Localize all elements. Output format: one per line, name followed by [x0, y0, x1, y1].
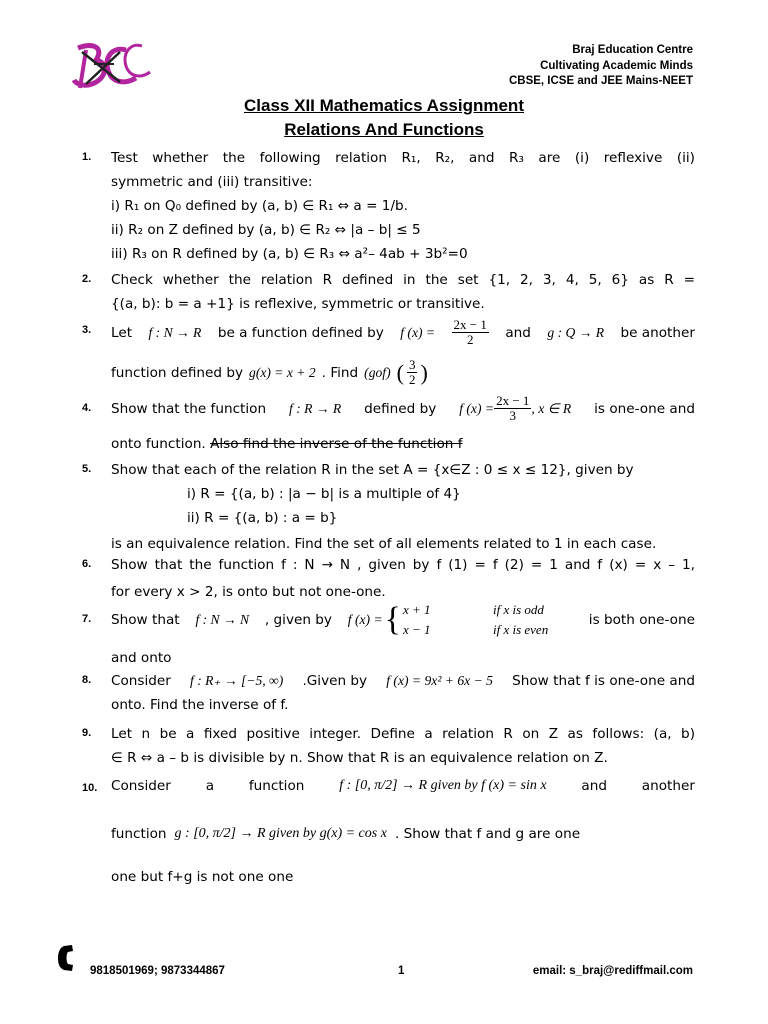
- question-text: Consider: [111, 778, 171, 794]
- page-footer: [0, 938, 768, 998]
- question-number: 3.: [82, 324, 92, 336]
- question-number: 2.: [82, 273, 92, 285]
- question-text: be another: [620, 324, 695, 341]
- footer-phones: 9818501969; 9873344867: [90, 965, 225, 977]
- struck-text: Also find the inverse of the function f: [210, 436, 463, 452]
- question-text: function: [248, 778, 305, 794]
- question-subitem: ii) R = {(a, b) : a = b}: [187, 510, 338, 526]
- page-number: 1: [398, 965, 405, 977]
- piecewise-condition: if x is even: [492, 622, 549, 637]
- question-text: , given by: [264, 612, 332, 628]
- brace-icon: {: [384, 601, 401, 638]
- piecewise-case: x + 1: [402, 602, 431, 617]
- question-text: iii) R₃ on R defined by (a, b) ∈ R₃ ⇔ a²– 4ab + 3b²=0: [111, 246, 468, 262]
- logo: [64, 38, 156, 96]
- question-text: Show that: [111, 612, 180, 628]
- question-text: Test whether the following relation R₁, R₂, and R₃ are (i) reflexive (ii): [111, 150, 695, 166]
- math-expression: f (x) =: [347, 612, 383, 627]
- question-text: onto function.: [111, 436, 206, 452]
- math-expression: f : N → N: [195, 612, 250, 627]
- question-text: Consider: [111, 673, 171, 689]
- question-number: 1.: [82, 151, 92, 163]
- question-text: . Find: [321, 364, 359, 381]
- question-text: for every x > 2, is onto but not one-one.: [111, 584, 386, 600]
- org-boards: CBSE, ICSE and JEE Mains-NEET: [508, 75, 693, 87]
- math-expression: , x ∈ R: [531, 400, 572, 416]
- question-text: be a function defined by: [217, 324, 384, 341]
- question-text: is one-one and: [594, 400, 695, 417]
- question-text: function: [111, 826, 167, 842]
- math-expression: f (x) =: [459, 400, 495, 416]
- question-text: Show that the function: [111, 400, 267, 417]
- fraction: $\frac{2x - 1}{3}$: [496, 393, 530, 423]
- question-text: and: [505, 324, 531, 341]
- phone-icon: [54, 942, 84, 974]
- question-text: and: [581, 778, 607, 794]
- fraction: $\frac{3}{2}$: [408, 357, 416, 387]
- question-number: 9.: [82, 727, 92, 739]
- math-expression: g(x) = x + 2: [249, 364, 316, 380]
- document-title: Class XII Mathematics Assignment: [244, 96, 524, 115]
- math-expression: g : Q → R: [547, 324, 605, 340]
- bec-logo-icon: [64, 38, 156, 96]
- piecewise-case: x − 1: [402, 622, 431, 637]
- question-text: Check whether the relation R defined in the set {1, 2, 3, 4, 5, 6} as R =: [111, 272, 695, 288]
- question-text: another: [641, 778, 695, 794]
- question-text: is both one-one: [588, 612, 695, 628]
- question-text: ii) R₂ on Z defined by (a, b) ∈ R₂ ⇔ |a – b| ≤ 5: [111, 222, 421, 238]
- question-text: onto. Find the inverse of f.: [111, 697, 289, 713]
- question-text: symmetric and (iii) transitive:: [111, 174, 313, 190]
- question-number: 5.: [82, 463, 92, 475]
- question-text: Let: [111, 324, 133, 341]
- question-text: i) R₁ on Q₀ defined by (a, b) ∈ R₁ ⇔ a = 1/b.: [111, 198, 408, 214]
- document-subtitle: Relations And Functions: [284, 120, 484, 139]
- question-subitem: i) R = {(a, b) : |a − b| is a multiple of 4}: [187, 486, 461, 502]
- question-number: 7.: [82, 613, 92, 625]
- question-text: Show that the function f : N → N , given by f (1) = f (2) = 1 and f (x) = x – 1,: [111, 557, 695, 573]
- question-text: a: [205, 778, 215, 794]
- question-text: defined by: [364, 400, 437, 417]
- question-text: {(a, b): b = a +1} is reflexive, symmetric or transitive.: [111, 296, 485, 312]
- question-text: and onto: [111, 650, 172, 666]
- organization-info: [509, 43, 693, 90]
- math-expression: f : R → R: [289, 400, 342, 416]
- question-text: ∈ R ⇔ a – b is divisible by n. Show that R is an equivalence relation on Z.: [111, 750, 608, 766]
- fraction: $\frac{2x - 1}{2}$: [453, 317, 487, 347]
- question-number: 10.: [82, 782, 98, 794]
- math-expression: f (x) = 9x² + 6x − 5: [386, 673, 493, 688]
- question-text: Let n be a fixed positive integer. Define a relation R on Z as follows: (a, b): [111, 726, 695, 742]
- math-expression: (gof): [364, 364, 391, 380]
- math-expression: f (x) =: [400, 324, 436, 340]
- org-name: Braj Education Centre: [572, 44, 693, 56]
- bracket-left: (: [396, 359, 404, 385]
- question-text: Show that each of the relation R in the set A = {x∈Z : 0 ≤ x ≤ 12}, given by: [111, 462, 634, 478]
- question-text: . Show that f and g are one: [394, 826, 581, 842]
- question-number: 4.: [82, 402, 92, 414]
- question-text: Show that f is one-one and: [512, 673, 695, 689]
- math-expression: g : [0, π/2] → R given by g(x) = cos x: [174, 826, 387, 841]
- question-text: is an equivalence relation. Find the set of all elements related to 1 in each case.: [111, 536, 657, 552]
- math-expression: f : R₊ → [−5, ∞): [190, 673, 284, 688]
- question-text: one but f+g is not one one: [111, 869, 294, 885]
- question-text: .Given by: [302, 673, 368, 689]
- math-expression: f : [0, π/2] → R given by f (x) = sin x: [339, 778, 547, 793]
- bracket-right: ): [420, 359, 428, 385]
- question-text: function defined by: [111, 364, 244, 381]
- footer-email: email: s_braj@rediffmail.com: [532, 965, 693, 977]
- math-expression: f : N → R: [148, 324, 202, 340]
- piecewise-condition: if x is odd: [492, 602, 544, 617]
- question-number: 6.: [82, 558, 92, 570]
- org-tagline: Cultivating Academic Minds: [540, 59, 693, 72]
- question-number: 8.: [82, 674, 92, 686]
